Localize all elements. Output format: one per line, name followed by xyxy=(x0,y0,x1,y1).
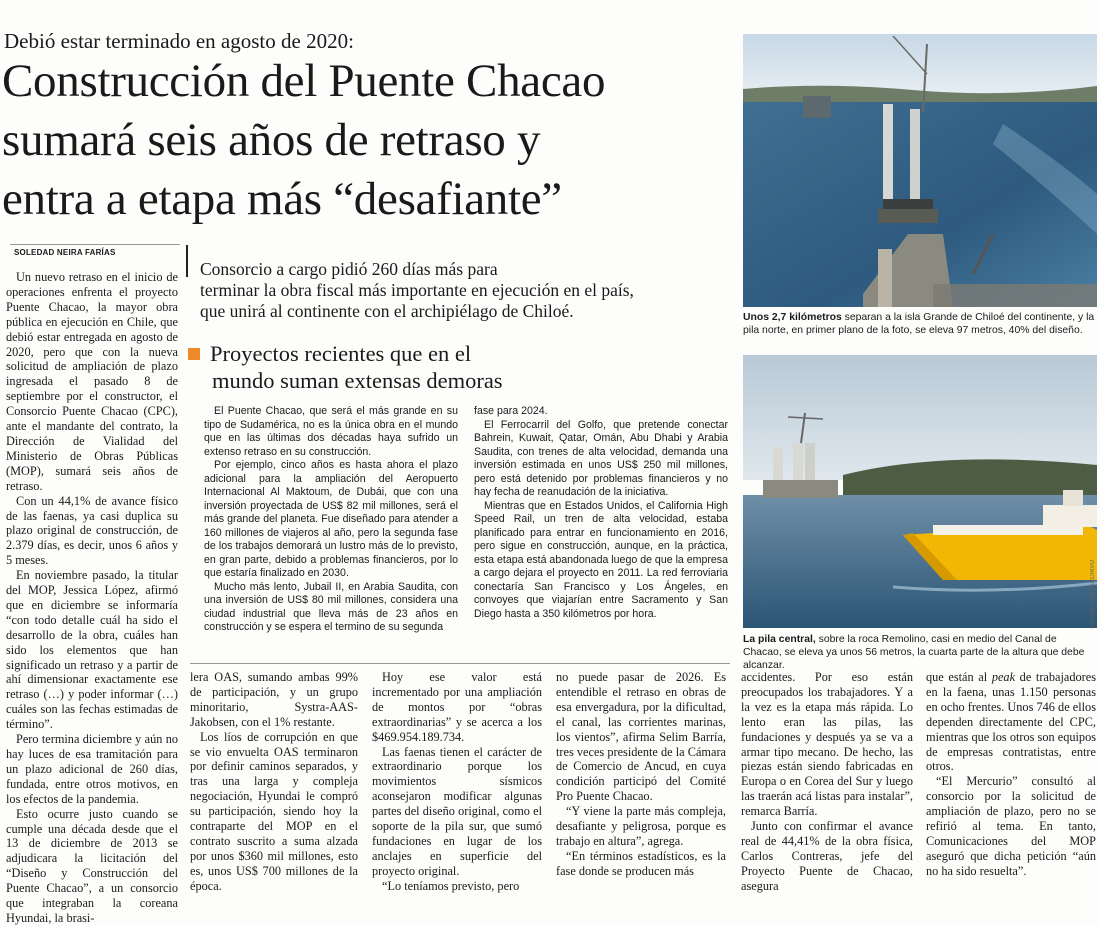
paragraph: lera OAS, sumando ambas 99% de participación, y un grupo minoritario, Systra-AAS- Jakobsen, con el 1% restante. xyxy=(190,670,358,729)
orange-square-icon xyxy=(188,348,200,360)
caption-text: separan a la isla Grande de Chiloé del continente, y la pila norte, en primer plano de la foto, se eleva 97 metros, 40% del diseño. xyxy=(743,312,1095,337)
headline-line-3: entra a etapa más “desafiante” xyxy=(2,173,562,225)
kicker: Debió estar terminado en agosto de 2020: xyxy=(4,29,354,53)
caption-bold: Unos 2,7 kilómetros xyxy=(743,312,842,323)
dek xyxy=(200,259,720,322)
caption-text: sobre la roca Remolino, casi en medio del Canal de Chacao, se eleva ya unos 56 metros, la cuarta parte de la altura que debe alcanzar. xyxy=(743,634,1085,672)
paragraph: El Puente Chacao, que será el más grande en su tipo de Sudamérica, no es la única obra en el mundo que en las últimas dos décadas haya sufrido un extenso retraso en su construcción. xyxy=(204,405,458,458)
sidebar-column-left xyxy=(204,405,458,635)
paragraph: “Y viene la parte más compleja, desafiante y peligrosa, porque es trabajo en altura”, agrega. xyxy=(556,804,726,848)
body-column-1 xyxy=(6,270,178,926)
paragraph: “En términos estadísticos, es la fase donde se producen más xyxy=(556,848,726,878)
paragraph: accidentes. Por eso están preocupados los trabajadores. Y a la vez es la etapa más rápida. Lo lento eran las pilas, las fundaciones y después ya se va a armar tipo mecano. De hecho, las piezas están siendo fabricadas en Europa o en Corea del Sur y luego las traerán acá listas para instalar”, remarca Barría. xyxy=(741,670,913,819)
text-run: de trabajadores en la faena, unas 1.150 personas en ocho frentes. Unos 746 de ellos dependen directamente del CPC, mientras que los otros son equipos de empresas contratistas, entre otros. xyxy=(926,670,1096,774)
byline-rule xyxy=(10,244,180,245)
paragraph xyxy=(926,670,1096,774)
paragraph: Esto ocurre justo cuando se cumple una década desde que el 13 de diciembre de 2013 se adjudicara la licitación del “Diseño y Construcción del Puente Chacao”, a un consorcio que integraban la coreana Hyundai, la brasi- xyxy=(6,806,178,925)
photo-credit: FOTOS: CPC / ARCHIVO xyxy=(1090,560,1096,629)
body-column-3 xyxy=(372,670,542,894)
paragraph: Mientras que en Estados Unidos, el California High Speed Rail, un tren de alta velocidad, estaba planificado para entrar en funcionamiento en 2016, pero sigue en construcción, aunque, en la práctica, esta etapa está abandonada luego de que la empresa a cargo dejara el proyecto en 2011. La red ferroviaria conectaría San Francisco y Los Ángeles, en convoyes que viajarían entre Sacramento y San Diego hasta a 350 kilómetros por hora. xyxy=(474,499,728,620)
paragraph: Las faenas tienen el carácter de extraordinario porque los movimientos sísmicos aconsejaron modificar algunas partes del diseño original, como el soporte de la pila sur, que sumó fundaciones en lugar de los anclajes en superficie del proyecto original. xyxy=(372,744,542,878)
paragraph: “El Mercurio” consultó al consorcio por la solicitud de ampliación de plazo, pero no se refirió al tema. En tanto, Comunicaciones del MOP aseguró que dicha petición “aún no ha sido resuelta”. xyxy=(926,774,1096,878)
caption-bold: La pila central, xyxy=(743,634,816,645)
paragraph: Con un 44,1% de avance físico de las faenas, ya casi duplica su plazo original de construcción, de 2.379 días, es decir, unos 6 años y 5 meses. xyxy=(6,493,178,568)
body-column-2 xyxy=(190,670,358,894)
photo-central-pillar-ferry-image xyxy=(743,355,1097,628)
paragraph: “Lo teníamos previsto, pero xyxy=(382,878,520,893)
paragraph: Por ejemplo, cinco años es hasta ahora el plazo adicional para la ampliación del Aeropuerto Internacional Al Maktoum, de Dubái, que con una inversión proyectada de US$ 82 mil millones, será el más grande del planeta. Fue diseñado para atender a 160 millones de viajeros al año, pero la segunda fase de los trabajos demorará un lustro más de lo previsto, en gran parte, debido a problemas financieros, por lo que estaría finalizado en 2030. xyxy=(204,459,458,579)
photo-bridge-pillar-north xyxy=(743,34,1097,307)
paragraph: Un nuevo retraso en el inicio de operaciones enfrenta el proyecto Puente Chacao, la mayor obra pública en ejecución en Chile, que debió estar entregada en agosto de 2020, pero que con la nueva solicitud de ampliación de plazo ingresada el pasado 8 de septiembre por el constructor, el Consorcio Puente Chacao (CPC), ante el mandante del contrato, la Dirección de Vialidad del Ministerio de Obras Públicas (MOP), sumará seis años de retraso. xyxy=(6,270,178,493)
sidebar-bottom-rule xyxy=(190,663,730,664)
photo-bridge-pillar-north-image xyxy=(743,34,1097,307)
paragraph: Mucho más lento, Jubail II, en Arabia Saudita, con una inversión de US$ 80 mil millones, considera una ciudad industrial que lleva más de 23 años en construcción y se espera el termino de su segunda xyxy=(204,580,458,633)
paragraph: no puede pasar de 2026. Es entendible el retraso en obras de esa envergadura, por la dificultad, el canal, las corrientes marinas, los vientos”, afirma Selim Barría, tres veces presidente de la Cámara de Comercio de Ancud, en cuya condición participó del Comité Pro Puente Chacao. xyxy=(556,670,726,804)
paragraph: Los líos de corrupción en que se vio envuelta OAS terminaron por definir caminos separados, y tras una larga y compleja negociación, Hyundai le compró su participación, siendo hoy la contraparte del MOP en el contrato suscrito a suma alzada por unos $360 mil millones, esto es, unos US$ 700 millones de la época. xyxy=(190,729,358,893)
dek-line-1: Consorcio a cargo pidió 260 días más para xyxy=(200,259,498,279)
paragraph: Hoy ese valor está incrementado por una ampliación de montos por “obras extraordinarias” y se acerca a los $469.954.189.734. xyxy=(372,670,542,744)
paragraph: Junto con confirmar el avance real de 44,41% de la obra física, Carlos Contreras, jefe del Proyecto Puente de Chacao, asegura xyxy=(741,819,913,893)
body-column-6 xyxy=(926,670,1096,879)
paragraph: fase para 2024. xyxy=(474,405,548,417)
dek-rule xyxy=(186,245,188,277)
text-run: que están al xyxy=(926,670,992,684)
paragraph: Pero termina diciembre y aún no hay luces de esa tramitación para un plazo adicional de 260 días, fundada, entre otros motivos, en los efectos de la pandemia. xyxy=(6,732,178,806)
headline xyxy=(2,52,732,229)
text-run-italic: peak xyxy=(991,670,1016,684)
headline-line-1: Construcción del Puente Chacao xyxy=(2,55,606,107)
photo-2-caption xyxy=(743,633,1097,673)
dek-line-2: terminar la obra fiscal más importante en ejecución en el país, xyxy=(200,280,634,300)
dek-line-3: que unirá al continente con el archipiélago de Chiloé. xyxy=(200,301,574,321)
photo-central-pillar-ferry xyxy=(743,355,1097,628)
photo-1-caption xyxy=(743,311,1097,337)
sidebar-column-right xyxy=(474,405,728,621)
sidebar-title-line-1: Proyectos recientes que en el xyxy=(210,341,472,366)
paragraph: En noviembre pasado, la titular del MOP, Jessica López, afirmó que en diciembre se informaría “con todo detalle cuál ha sido el desarrollo de la obra, cuáles han sido los elementos que han significado un retraso y a partir de ahí dimensionar exactamente ese retraso (…) y poder informar (…) cuáles son las fechas estimadas de término”. xyxy=(6,568,178,732)
paragraph: El Ferrocarril del Golfo, que pretende conectar Bahrein, Kuwait, Qatar, Omán, Abu Dhabi y Arabia Saudita, con trenes de alta velocidad, demanda una inversión estimada en unos US$ 250 mil millones, pero está detenido por problemas financieros y no hay fecha de reanudación de la iniciativa. xyxy=(474,418,728,498)
sidebar-title xyxy=(188,340,728,394)
body-column-4 xyxy=(556,670,726,879)
byline: SOLEDAD NEIRA FARÍAS xyxy=(14,248,116,257)
body-column-5 xyxy=(741,670,913,894)
headline-line-2: sumará seis años de retraso y xyxy=(2,114,541,166)
sidebar-title-line-2: mundo suman extensas demoras xyxy=(212,368,503,393)
